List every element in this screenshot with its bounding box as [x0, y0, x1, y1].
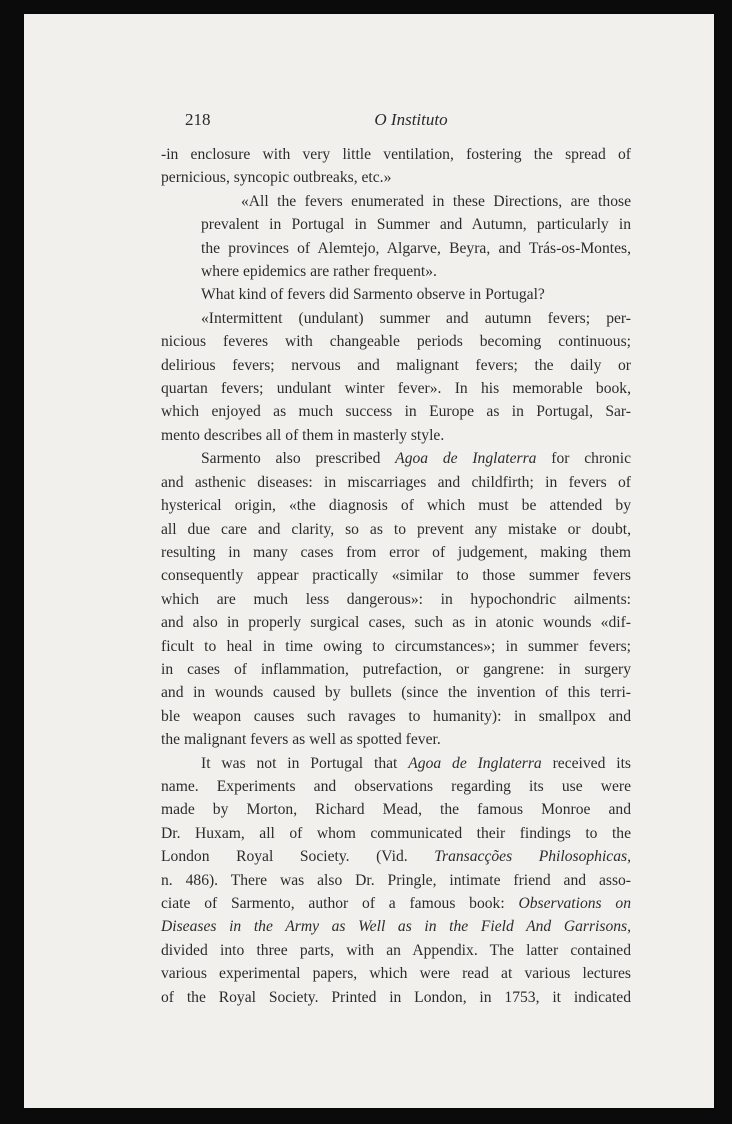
text-line: [161, 892, 631, 915]
text-line: the provinces of Alemtejo, Algarve, Beyra, and Trás-os-Montes,: [201, 239, 631, 257]
text-line: [161, 915, 631, 938]
italic-book-title: Diseases in the Army as Well as in the Field And Garrisons,: [161, 918, 631, 936]
text-line: mento describes all of them in masterly style.: [161, 426, 445, 444]
running-title: O Instituto: [374, 110, 448, 129]
text-line: name. Experiments and observations regarding its use were: [161, 777, 631, 795]
text-line: consequently appear practically «similar to those summer fevers: [161, 567, 631, 585]
paragraph: [161, 752, 631, 1009]
body-text: [161, 143, 631, 1009]
text-line: prevalent in Portugal in Summer and Autumn, particularly in: [201, 216, 631, 234]
text-run: London Royal Society. (Vid.: [161, 848, 435, 866]
italic-book-title: Observations on: [518, 895, 631, 912]
text-line: ble weapon causes such ravages to humanity): in smallpox and: [161, 707, 631, 725]
text-line: and asthenic diseases: in miscarriages and childfirth; in fevers of: [161, 473, 631, 491]
text-run: Sarmento also prescribed: [201, 450, 396, 468]
paragraph: [161, 283, 631, 306]
text-line: the malignant fevers as well as spotted fever.: [161, 731, 441, 749]
text-run: received its: [541, 754, 631, 772]
text-line: delirious fevers; nervous and malignant fevers; the daily or: [161, 356, 631, 374]
text-line: where epidemics are rather frequent».: [201, 263, 437, 281]
text-line: -in enclosure with very little ventilation, fostering the spread of: [161, 146, 631, 163]
paragraph: [161, 307, 631, 447]
text-line: «All the fevers enumerated in these Directions, are those: [241, 192, 631, 210]
italic-title: Agoa de Inglaterra: [395, 450, 537, 468]
text-line: resulting in many cases from error of judgement, making them: [161, 543, 631, 561]
text-line: all due care and clarity, so as to prevent any mistake or doubt,: [161, 520, 631, 538]
text-line: quartan fevers; undulant winter fever». In his memorable book,: [161, 380, 631, 398]
italic-title: Agoa de Inglaterra: [408, 754, 542, 772]
text-line: various experimental papers, which were read at various lectures: [161, 965, 631, 983]
text-line: hysterical origin, «the diagnosis of which must be attended by: [161, 497, 631, 515]
text-run: for chronic: [536, 450, 631, 468]
paragraph: [161, 447, 631, 751]
text-line: n. 486). There was also Dr. Pringle, intimate friend and asso-: [161, 871, 631, 889]
text-run: ciate of Sarmento, author of a famous book:: [161, 895, 519, 912]
paragraph: [161, 190, 631, 284]
text-line: «Intermittent (undulant) summer and autumn fevers; per-: [201, 309, 631, 327]
text-line: [161, 752, 631, 775]
text-line: divided into three parts, with an Appendix. The latter contained: [161, 941, 631, 959]
text-line: [161, 447, 631, 470]
text-line: [161, 845, 631, 868]
text-line: ficult to heal in time owing to circumstances»; in summer fevers;: [161, 637, 631, 655]
text-line: What kind of fevers did Sarmento observe in Portugal?: [201, 286, 545, 304]
italic-citation: Transacções Philosophicas,: [434, 848, 631, 866]
paragraph: [161, 143, 631, 190]
text-run: It was not in Portugal that: [201, 754, 409, 772]
text-line: Dr. Huxam, all of whom communicated their findings to the: [161, 824, 631, 842]
text-line: which enjoyed as much success in Europe as in Portugal, Sar-: [161, 403, 631, 421]
page-number: 218: [185, 110, 211, 129]
text-line: pernicious, syncopic outbreaks, etc.»: [161, 169, 392, 187]
text-line: made by Morton, Richard Mead, the famous Monroe and: [161, 801, 631, 819]
text-line: which are much less dangerous»: in hypochondric ailments:: [161, 590, 631, 608]
text-line: and also in properly surgical cases, such as in atonic wounds «dif-: [161, 614, 631, 632]
text-line: nicious feveres with changeable periods becoming continuous;: [161, 333, 631, 351]
text-line: in cases of inflammation, putrefaction, or gangrene: in surgery: [161, 660, 631, 678]
text-line: and in wounds caused by bullets (since the invention of this terri-: [161, 684, 631, 702]
text-line: of the Royal Society. Printed in London, in 1753, it indicated: [161, 988, 631, 1006]
